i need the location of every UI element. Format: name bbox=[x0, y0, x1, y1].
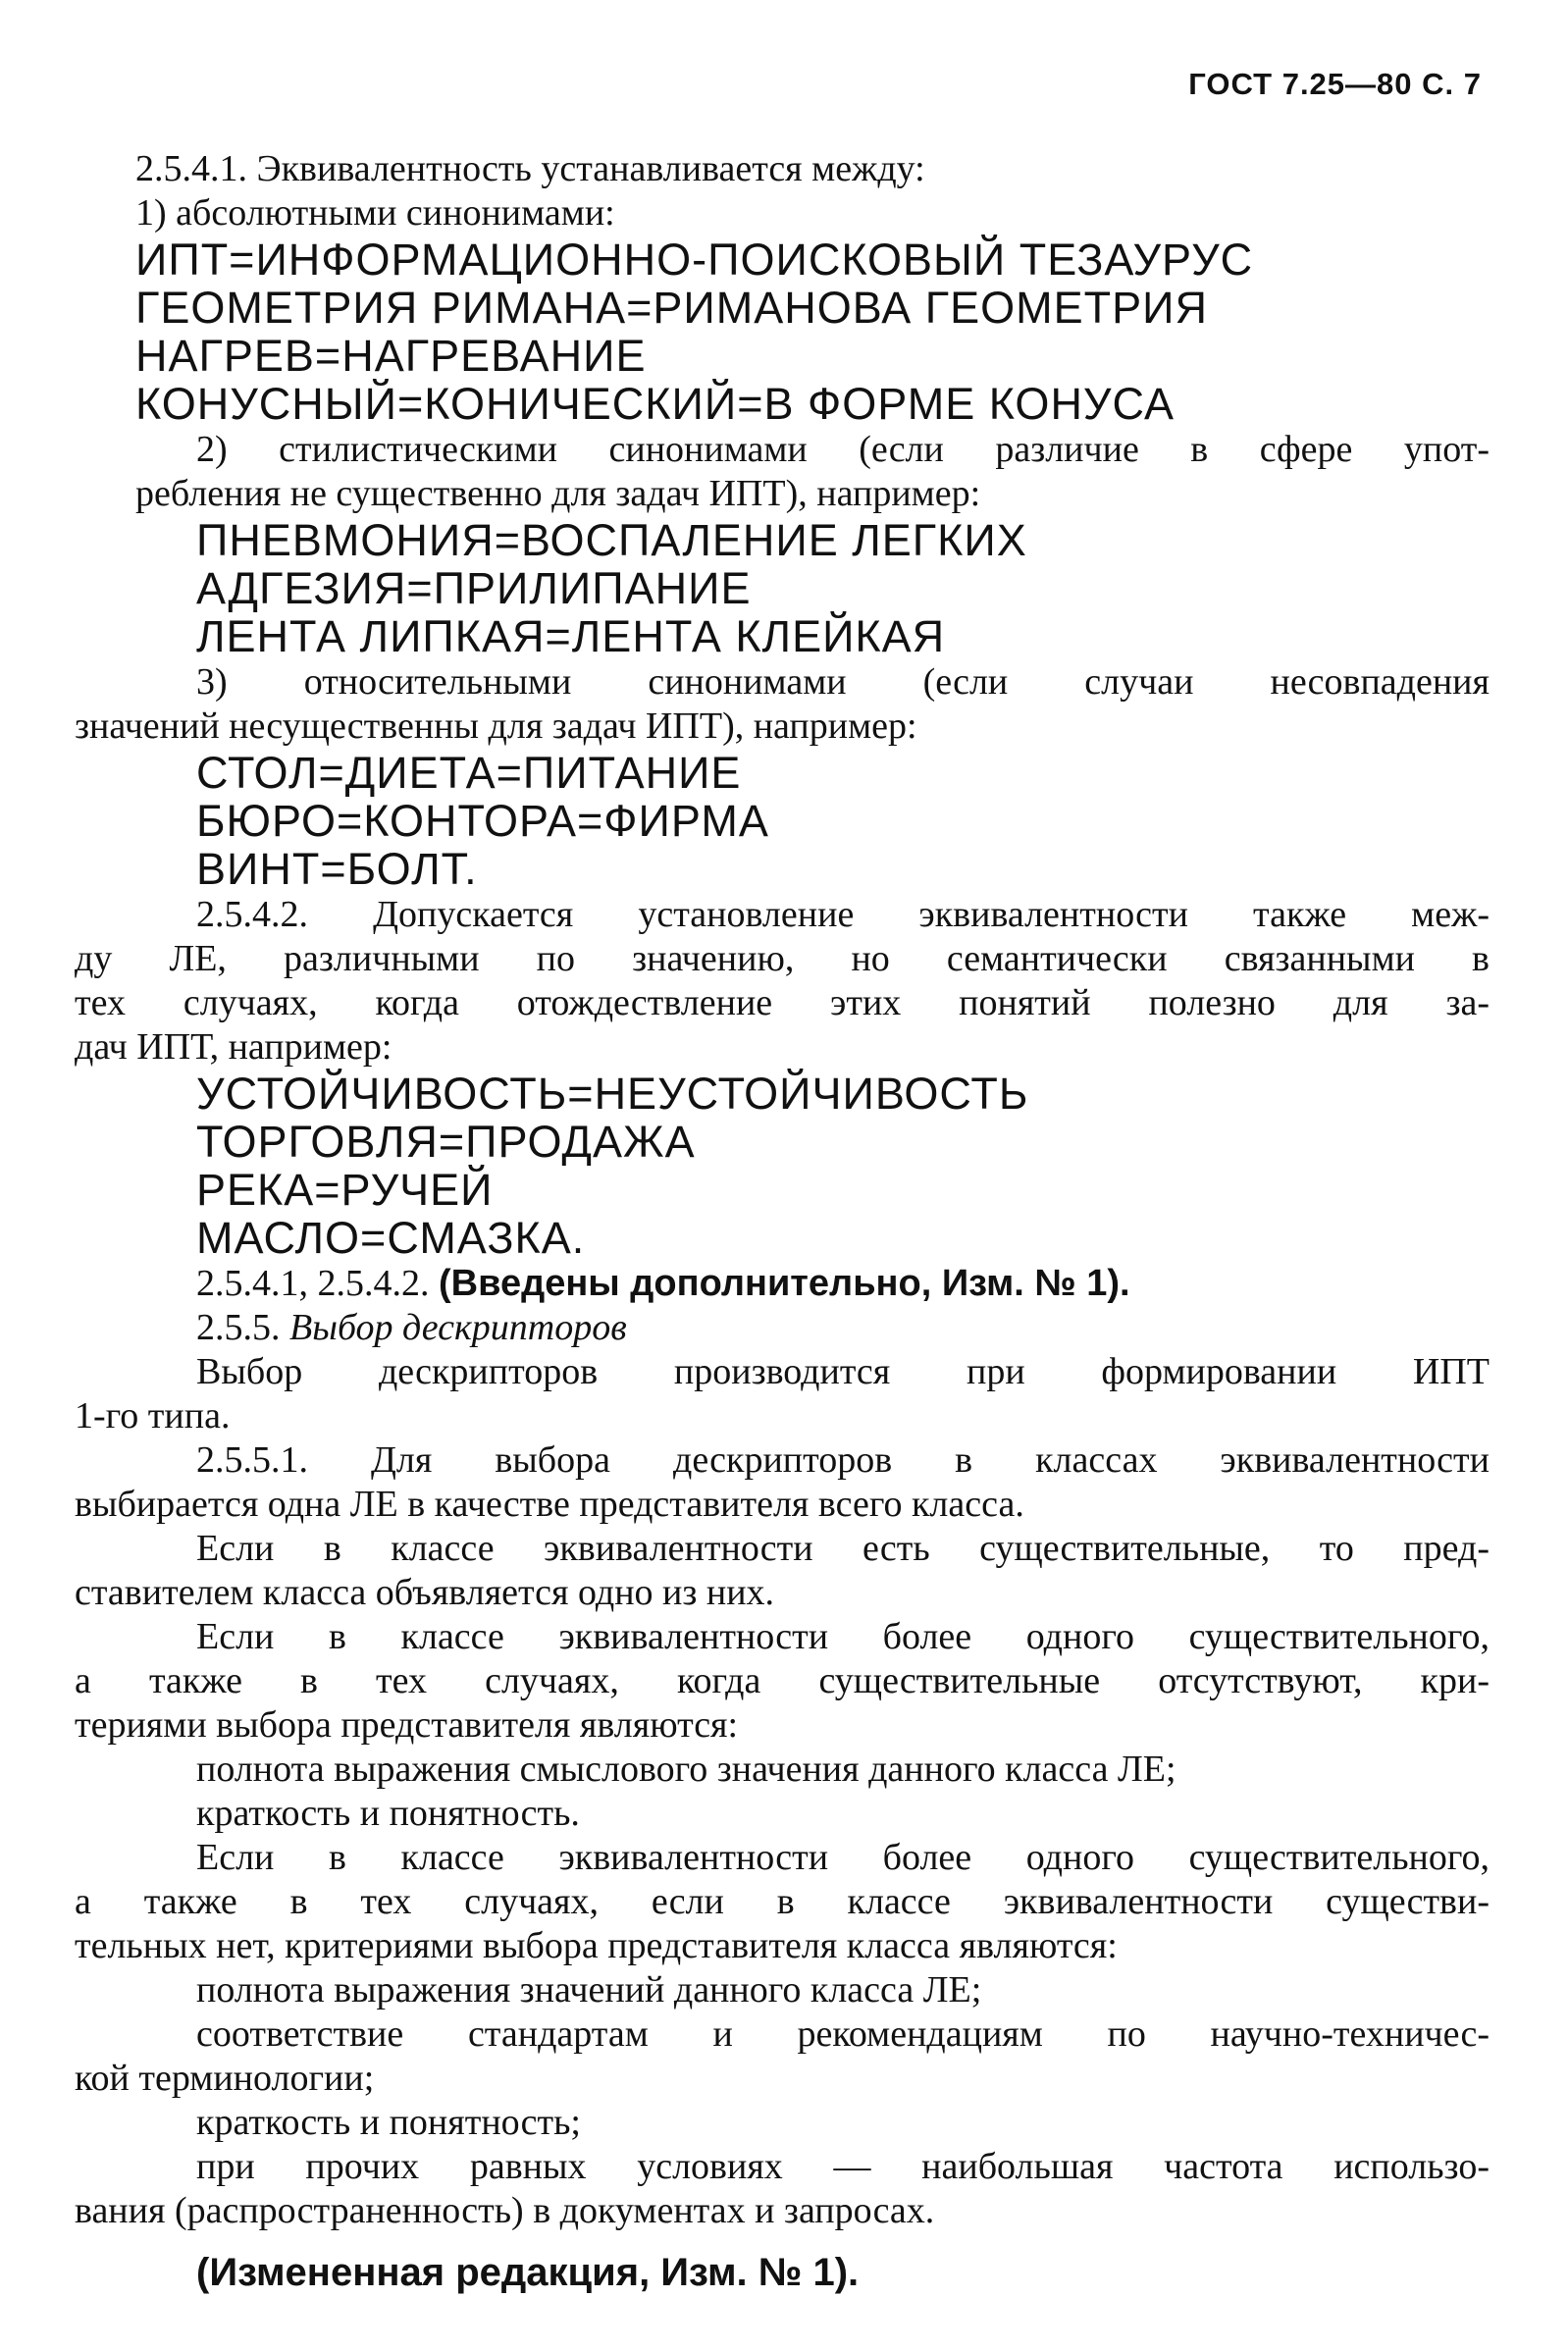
list-item: краткость и понятность; bbox=[196, 2102, 581, 2143]
list-item: кой терминологии; bbox=[75, 2058, 375, 2099]
list-item: вания (распространенность) в документах и запросах. bbox=[75, 2190, 935, 2231]
amendment-text: (Введены дополнительно, Изм. № 1). bbox=[439, 1263, 1130, 1304]
paragraph-line: дач ИПТ, например: bbox=[75, 1026, 392, 1068]
paragraph-line: 2.5.4.2. Допускается установление эквивалентности также меж- bbox=[196, 894, 1490, 935]
paragraph-line: териями выбора представителя являются: bbox=[75, 1704, 739, 1746]
term-line: АДГЕЗИЯ=ПРИЛИПАНИЕ bbox=[196, 563, 752, 613]
term-line: РЕКА=РУЧЕЙ bbox=[196, 1165, 494, 1215]
list-item: соответствие стандартам и рекомендациям по научно-техничес- bbox=[196, 2013, 1490, 2055]
term-line: СТОЛ=ДИЕТА=ПИТАНИЕ bbox=[196, 748, 742, 798]
paragraph-line: значений несущественны для задач ИПТ), например: bbox=[75, 705, 917, 747]
paragraph-line: а также в тех случаях, когда существительные отсутствуют, кри- bbox=[75, 1660, 1490, 1701]
term-line: ГЕОМЕТРИЯ РИМАНА=РИМАНОВА ГЕОМЕТРИЯ bbox=[135, 283, 1209, 333]
paragraph-line: 1-го типа. bbox=[75, 1395, 231, 1436]
section-number: 2.5.5. bbox=[196, 1307, 281, 1348]
term-line: НАГРЕВ=НАГРЕВАНИЕ bbox=[135, 331, 647, 381]
term-line: КОНУСНЫЙ=КОНИЧЕСКИЙ=В ФОРМЕ КОНУСА bbox=[135, 379, 1176, 429]
term-line: БЮРО=КОНТОРА=ФИРМА bbox=[196, 796, 769, 846]
list-item: полнота выражения значений данного класса ЛЕ; bbox=[196, 1969, 982, 2011]
term-line: ИПТ=ИНФОРМАЦИОННО-ПОИСКОВЫЙ ТЕЗАУРУС bbox=[135, 235, 1254, 285]
list-item: при прочих равных условиях — наибольшая частота использо- bbox=[196, 2146, 1490, 2187]
paragraph-line: 3) относительными синонимами (если случаи несовпадения bbox=[196, 661, 1490, 703]
paragraph-line: 1) абсолютными синонимами: bbox=[135, 192, 615, 234]
paragraph-line: ставителем класса объявляется одно из них. bbox=[75, 1572, 775, 1613]
paragraph-line: а также в тех случаях, если в классе эквивалентности существи- bbox=[75, 1881, 1490, 1922]
paragraph-line: ребления не существенно для задач ИПТ), например: bbox=[135, 473, 981, 514]
page-header: ГОСТ 7.25—80 С. 7 bbox=[1188, 67, 1482, 101]
paragraph-line: выбирается одна ЛЕ в качестве представителя всего класса. bbox=[75, 1484, 1024, 1525]
list-item: полнота выражения смыслового значения данного класса ЛЕ; bbox=[196, 1749, 1176, 1790]
paragraph-line: Если в классе эквивалентности есть существительные, то пред- bbox=[196, 1528, 1490, 1569]
paragraph-line: Если в классе эквивалентности более одного существительного, bbox=[196, 1616, 1490, 1657]
paragraph-line: 2.5.5.1. Для выбора дескрипторов в классах эквивалентности bbox=[196, 1439, 1490, 1481]
paragraph-line: Если в классе эквивалентности более одного существительного, bbox=[196, 1837, 1490, 1878]
term-line: ЛЕНТА ЛИПКАЯ=ЛЕНТА КЛЕЙКАЯ bbox=[196, 611, 946, 661]
section-numbers: 2.5.4.1, 2.5.4.2. bbox=[196, 1263, 430, 1304]
paragraph-line: 2) стилистическими синонимами (если различие в сфере упот- bbox=[196, 429, 1490, 470]
section-heading bbox=[196, 1306, 1490, 1350]
paragraph-line: ду ЛЕ, различными по значению, но семантически связанными в bbox=[75, 938, 1490, 979]
section-title: Выбор дескрипторов bbox=[289, 1307, 627, 1348]
paragraph-line: тех случаях, когда отождествление этих понятий полезно для за- bbox=[75, 982, 1490, 1023]
amendment-note bbox=[196, 1262, 1490, 1306]
paragraph-line: тельных нет, критериями выбора представителя класса являются: bbox=[75, 1925, 1118, 1966]
term-line: ПНЕВМОНИЯ=ВОСПАЛЕНИЕ ЛЕГКИХ bbox=[196, 515, 1027, 565]
document-body bbox=[75, 147, 1490, 2298]
list-item: краткость и понятность. bbox=[196, 1793, 580, 1834]
paragraph-line: Выбор дескрипторов производится при формировании ИПТ bbox=[196, 1351, 1490, 1392]
term-line: ВИНТ=БОЛТ. bbox=[196, 844, 478, 894]
amendment-footer: (Измененная редакция, Изм. № 1). bbox=[196, 2251, 860, 2294]
term-line: МАСЛО=СМАЗКА. bbox=[196, 1213, 586, 1263]
term-line: УСТОЙЧИВОСТЬ=НЕУСТОЙЧИВОСТЬ bbox=[196, 1069, 1029, 1119]
term-line: ТОРГОВЛЯ=ПРОДАЖА bbox=[196, 1117, 696, 1167]
paragraph-line: 2.5.4.1. Эквивалентность устанавливается между: bbox=[135, 148, 925, 189]
